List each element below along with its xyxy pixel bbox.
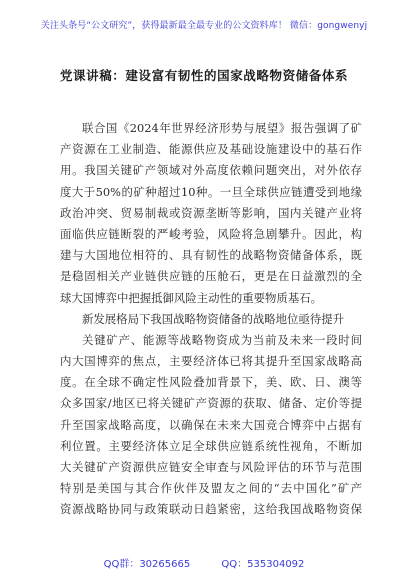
paragraph-line: 度大于50%的矿种超过10种。一旦全球供应链遭受到地缘 xyxy=(60,184,362,199)
paragraph-line: 产资源在工业制造、能源供应及基础设施建设中的基石作 xyxy=(60,142,362,157)
header-banner: 关注头条号“公文研究”，获得最新最全最专业的公文资料库！ 微信：gongwenyj xyxy=(40,21,368,31)
paragraph-line: 大关键矿产资源供应链安全审查与风险评估的环节与范围 xyxy=(60,460,362,474)
paragraph-line: 利位置。主要经济体立足全球供应链系统性视角，不断加 xyxy=(60,438,362,453)
paragraph-line: 是稳固相关产业链供应链的压舱石，更是在日益激烈的全 xyxy=(60,269,362,284)
paragraph-line: 用。我国关键矿产领域对外高度依赖问题突出，对外依存 xyxy=(60,163,362,178)
footer-qq-group: QQ群：30265665 xyxy=(103,559,191,570)
paragraph-line: 关键矿产、能源等战略物资成为当前及未来一段时间 xyxy=(82,332,362,347)
paragraph-line: 球大国博弈中把握抵御风险主动性的重要物质基石。 xyxy=(60,290,322,305)
paragraph-line: 度。在全球不确定性风险叠加背景下，美、欧、日、澳等 xyxy=(60,375,362,390)
paragraph-line: 联合国《2024年世界经济形势与展望》报告强调了矿 xyxy=(82,121,362,135)
paragraph-line: 特别是美国与其合作伙伴及盟友之间的“去中国化”矿产 xyxy=(60,481,362,496)
paragraph-line: 建与大国地位相符的、具有韧性的战略物资储备体系，既 xyxy=(60,248,362,263)
paragraph-line: 众多国家/地区已将关键矿产资源的获取、储备、定价等提 xyxy=(60,396,362,411)
paragraph-line: 升至国家战略高度，以确保在未来大国竞合博弈中占据有 xyxy=(60,417,362,432)
document-title: 党课讲稿：建设富有韧性的国家战略物资储备体系 xyxy=(59,68,349,83)
document-body xyxy=(60,118,362,521)
section-heading: 新发展格局下我国战略物资储备的战略地位亟待提升 xyxy=(82,311,344,326)
footer-qq: QQ：535304092 xyxy=(221,559,305,570)
paragraph-line: 面临供应链断裂的严峻考验，风险将急剧攀升。因此，构 xyxy=(60,226,362,241)
paragraph-line: 资源战略协同与政策联动日趋紧密，这给我国战略物资保 xyxy=(60,502,362,517)
paragraph-line: 内大国博弈的焦点，主要经济体已将其提升至国家战略高 xyxy=(60,354,362,369)
footer-contact xyxy=(0,555,408,570)
paragraph-line: 政治冲突、贸易制裁或资源垄断等影响，国内关键产业将 xyxy=(60,205,362,220)
